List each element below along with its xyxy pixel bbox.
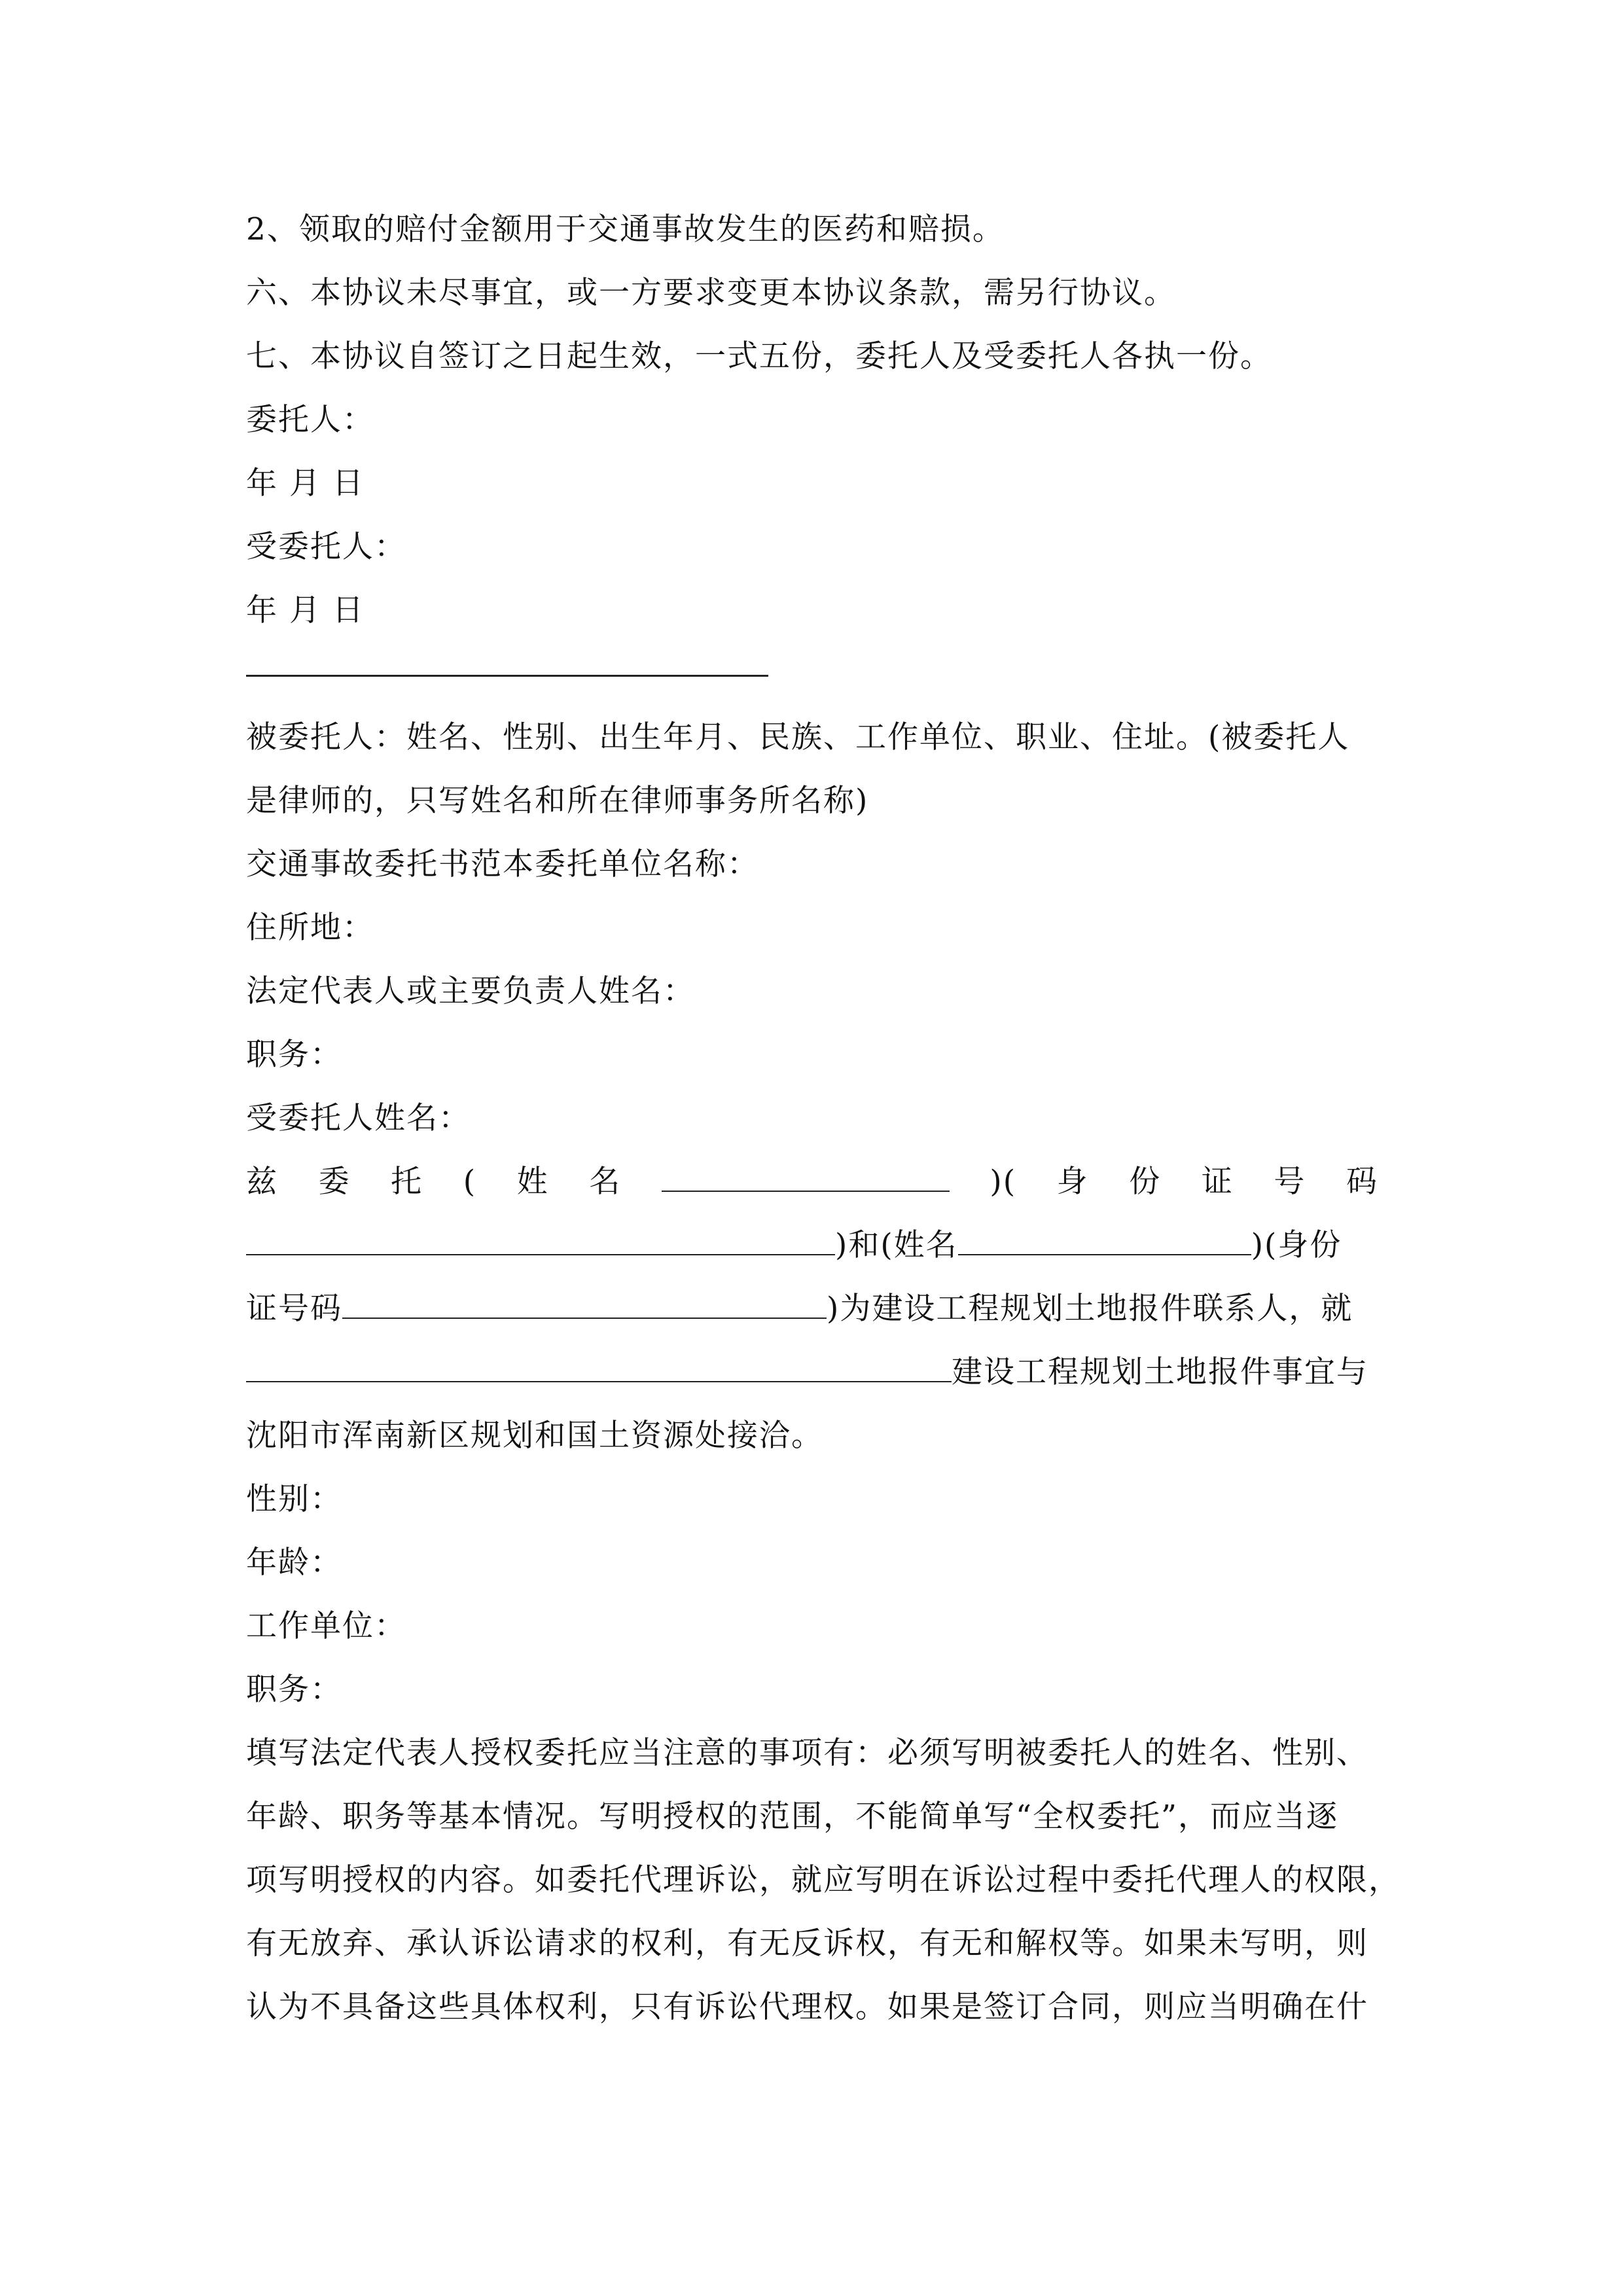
id-number-blank-1 xyxy=(246,1228,835,1255)
authorization-row-4 xyxy=(246,1340,1398,1404)
agent-name-field-label: 受委托人姓名： xyxy=(246,1100,471,1136)
form-char: 身 xyxy=(1056,1164,1089,1200)
paragraph-line: 2、领取的赔付金额用于交通事故发生的医药和赔损。 xyxy=(246,211,1005,247)
position-field-label: 职务： xyxy=(246,1037,342,1073)
authorization-row-1 xyxy=(246,1150,1378,1213)
employer-field-label: 工作单位： xyxy=(246,1608,406,1644)
gender-field-label: 性别： xyxy=(246,1481,342,1517)
form-char: 姓 xyxy=(516,1164,549,1200)
paragraph-line: 被委托人：姓名、性别、出生年月、民族、工作单位、职业、住址。(被委托人 xyxy=(246,719,1350,755)
legal-rep-field-label: 法定代表人或主要负责人姓名： xyxy=(246,973,695,1009)
separator-rule xyxy=(246,675,768,677)
paragraph-line: 七、本协议自签订之日起生效，一式五份，委托人及受委托人各执一份。 xyxy=(246,338,1272,374)
document-body xyxy=(246,198,1398,2039)
form-char: 证 xyxy=(1201,1164,1234,1200)
paragraph-line: 填写法定代表人授权委托应当注意的事项有：必须写明被委托人的姓名、性别、 xyxy=(246,1735,1368,1771)
paragraph-line: 沈阳市浑南新区规划和国土资源处接洽。 xyxy=(246,1418,823,1454)
form-text: )(身份 xyxy=(1251,1227,1342,1263)
paragraph-line: 六、本协议未尽事宜，或一方要求变更本协议条款，需另行协议。 xyxy=(246,275,1176,311)
form-char: 兹 xyxy=(246,1164,278,1200)
authorization-row-3 xyxy=(246,1277,1398,1340)
principal-signature-label: 委托人： xyxy=(246,402,374,438)
matter-blank xyxy=(246,1355,952,1382)
agent-signature-label: 受委托人： xyxy=(246,529,406,565)
form-char: 份 xyxy=(1129,1164,1162,1200)
form-char: 名 xyxy=(589,1164,622,1200)
form-text: 证号码 xyxy=(246,1291,342,1327)
paragraph-line: 项写明授权的内容。如委托代理诉讼，就应写明在诉讼过程中委托代理人的权限， xyxy=(246,1862,1400,1898)
paragraph-line: 年龄、职务等基本情况。写明授权的范围，不能简单写“全权委托”，而应当逐 xyxy=(246,1799,1339,1835)
section-separator xyxy=(246,642,1398,706)
paragraph-line: 是律师的，只写姓名和所在律师事务所名称) xyxy=(246,783,869,819)
authorization-row-2 xyxy=(246,1213,1398,1277)
id-number-blank-2 xyxy=(342,1291,827,1319)
form-heading: 交通事故委托书范本委托单位名称： xyxy=(246,846,759,882)
form-char: 码 xyxy=(1346,1164,1378,1200)
form-text: )和(姓名 xyxy=(835,1227,958,1263)
form-char: ( xyxy=(463,1164,477,1200)
paragraph-line: 有无放弃、承认诉讼请求的权利，有无反诉权，有无和解权等。如果未写明，则 xyxy=(246,1926,1368,1962)
name-blank-2 xyxy=(958,1228,1251,1255)
address-field-label: 住所地： xyxy=(246,910,374,946)
form-char: 委 xyxy=(318,1164,351,1200)
form-char: )( xyxy=(990,1164,1017,1200)
paragraph-line: 认为不具备这些具体权利，只有诉讼代理权。如果是签订合同，则应当明确在什 xyxy=(246,1989,1368,2025)
form-char: 号 xyxy=(1274,1164,1306,1200)
form-text: 建设工程规划土地报件事宜与 xyxy=(952,1354,1368,1390)
principal-date-line: 年 月 日 xyxy=(246,465,365,501)
form-char: 托 xyxy=(391,1164,423,1200)
age-field-label: 年龄： xyxy=(246,1545,342,1581)
form-text: )为建设工程规划土地报件联系人，就 xyxy=(827,1291,1353,1327)
agent-date-line: 年 月 日 xyxy=(246,592,365,628)
name-blank-1 xyxy=(662,1164,950,1192)
position-field-label: 职务： xyxy=(246,1672,342,1708)
